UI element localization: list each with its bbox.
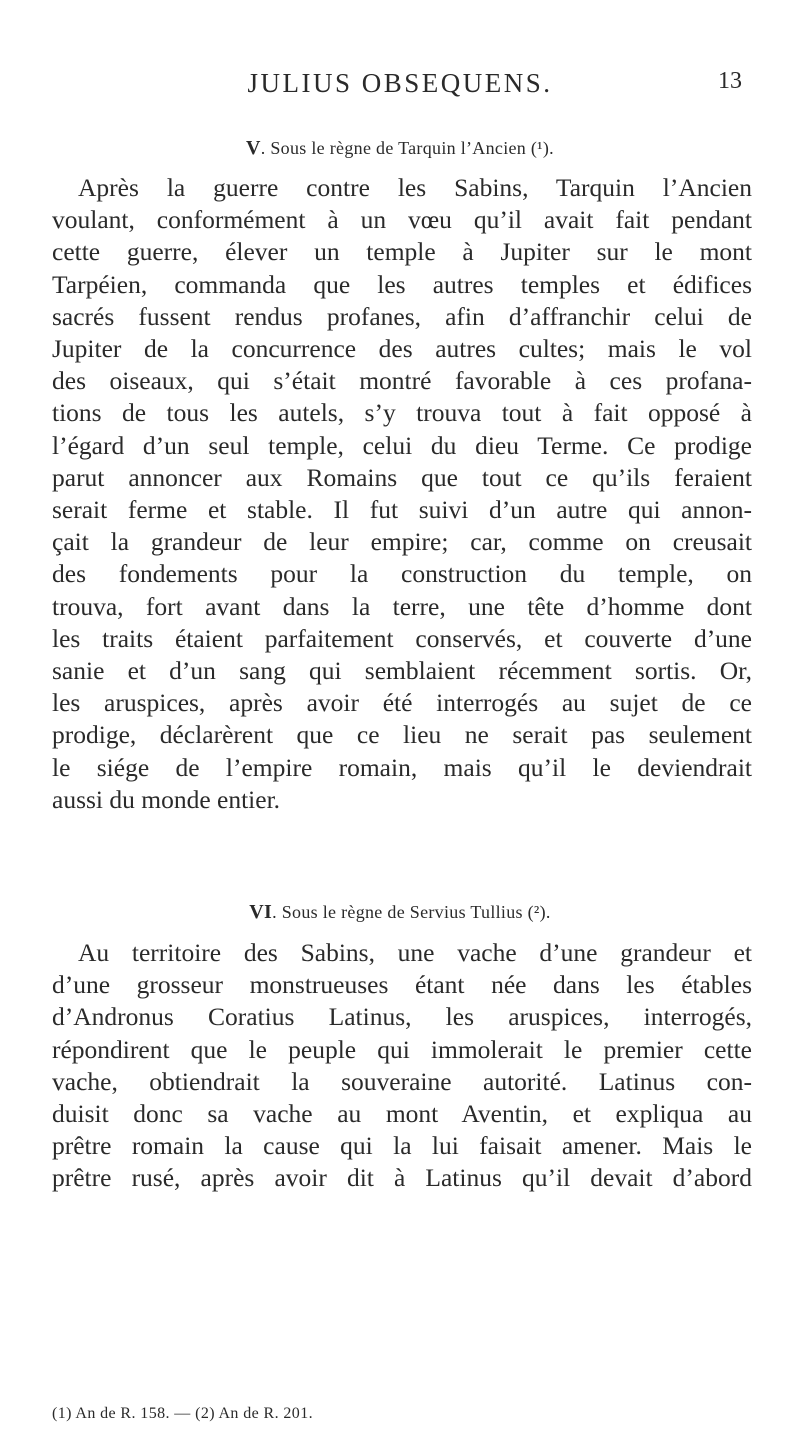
section-numeral: VI: [249, 901, 273, 923]
footnotes: (1) An de R. 158. — (2) An de R. 201.: [52, 1405, 314, 1422]
text-line: les traits étaient parfaitement conservés, et couverte d’une: [52, 623, 752, 653]
text-line: l’égard d’un seul temple, celui du dieu Terme. Ce prodige: [52, 430, 752, 460]
text-line: Après la guerre contre les Sabins, Tarquin l’Ancien: [78, 173, 752, 202]
text-line: serait ferme et stable. Il fut suivi d’un autre qui annon-: [52, 495, 752, 525]
text-line: d’une grosseur monstrueuses étant née dans les étables: [52, 970, 752, 1000]
section-heading-text: . Sous le règne de Tarquin l’Ancien (¹).: [260, 138, 554, 158]
text-line: parut annoncer aux Romains que tout ce qu’ils feraient: [52, 462, 752, 492]
section-heading-v: [0, 137, 800, 160]
section-vi-paragraph: [52, 937, 752, 1195]
section-v-paragraph: [52, 172, 752, 816]
text-line: répondirent que le peuple qui immolerait le premier cette: [52, 1034, 752, 1064]
text-line: cette guerre, élever un temple à Jupiter sur le mont: [52, 237, 752, 267]
text-line: Tarpéien, commanda que les autres temples et édifices: [52, 269, 752, 299]
text-line: d’Andronus Coratius Latinus, les aruspices, interrogés,: [52, 1002, 752, 1032]
running-title: JULIUS OBSEQUENS.: [247, 68, 553, 98]
page-number: 13: [718, 68, 742, 94]
section-heading-vi: [0, 901, 800, 924]
text-line: çait la grandeur de leur empire; car, comme on creusait: [52, 527, 752, 557]
section-heading-text: . Sous le règne de Servius Tullius (²).: [272, 902, 551, 922]
text-line: Au territoire des Sabins, une vache d’une grandeur et: [78, 938, 752, 967]
text-line: sanie et d’un sang qui semblaient récemment sortis. Or,: [52, 656, 752, 686]
text-line: voulant, conformément à un vœu qu’il avait fait pendant: [52, 205, 752, 235]
text-line: prodige, déclarèrent que ce lieu ne serait pas seulement: [52, 720, 752, 750]
text-line: aussi du monde entier.: [52, 784, 281, 814]
text-line: vache, obtiendrait la souveraine autorité. Latinus con-: [52, 1066, 752, 1096]
text-line: trouva, fort avant dans la terre, une tête d’homme dont: [52, 591, 752, 621]
text-line: les aruspices, après avoir été interrogés au sujet de ce: [52, 688, 752, 718]
text-line: prêtre rusé, après avoir dit à Latinus qu’il devait d’abord: [52, 1163, 752, 1193]
text-line: des oiseaux, qui s’était montré favorable à ces profana-: [52, 366, 752, 396]
text-line: duisit donc sa vache au mont Aventin, et expliqua au: [52, 1099, 752, 1129]
text-line: prêtre romain la cause qui la lui faisait amener. Mais le: [52, 1131, 752, 1161]
text-line: sacrés fussent rendus profanes, afin d’affranchir celui de: [52, 301, 752, 331]
running-head: [0, 62, 800, 102]
text-line: tions de tous les autels, s’y trouva tout à fait opposé à: [52, 398, 752, 428]
text-line: des fondements pour la construction du temple, on: [52, 559, 752, 589]
text-line: le siége de l’empire romain, mais qu’il le deviendrait: [52, 752, 752, 782]
section-numeral: V: [246, 137, 261, 159]
text-line: Jupiter de la concurrence des autres cultes; mais le vol: [52, 334, 752, 364]
